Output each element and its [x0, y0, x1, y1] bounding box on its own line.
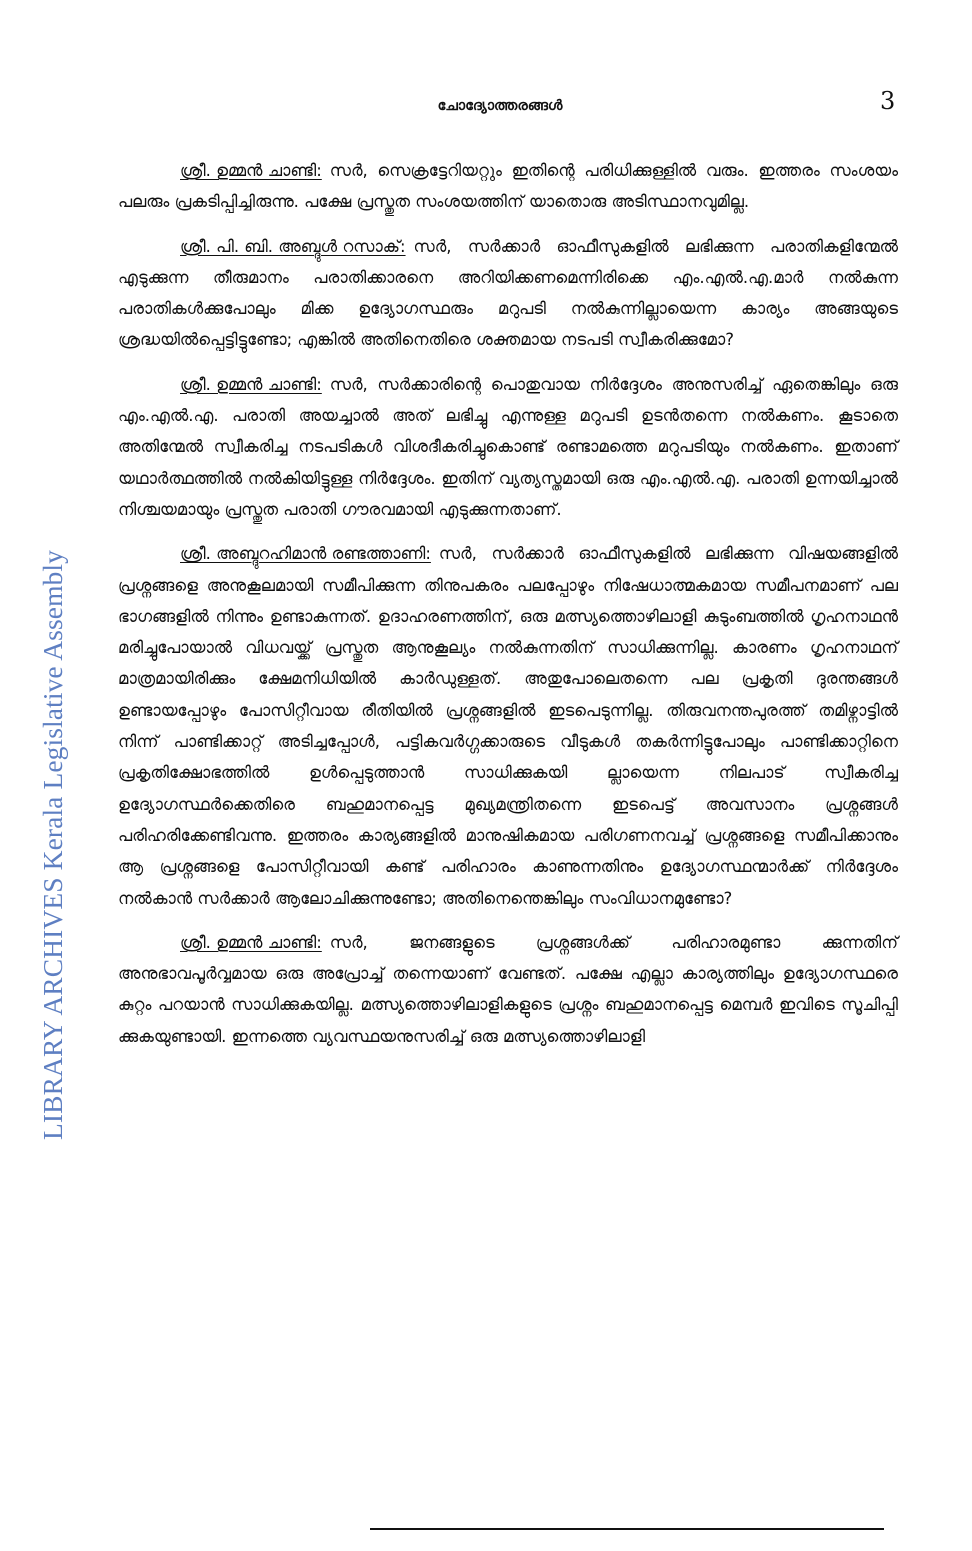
- paragraph-answer-1: [118, 155, 898, 218]
- speaker-name: ശ്രീ. ഉമ്മൻ ചാണ്ടി:: [180, 932, 322, 952]
- speaker-name: ശ്രീ. ഉമ്മൻ ചാണ്ടി:: [180, 161, 322, 180]
- speaker-name: ശ്രീ. അബ്ദുറഹിമാൻ രണ്ടത്താണി:: [180, 544, 431, 564]
- paragraph-text: സർ, ജനങ്ങളുടെ പ്രശ്നങ്ങൾക്ക് പരിഹാരമുണ്ടാ ക്കുന്നതിന് അനുഭാവപൂർവ്വമായ ഒരു അപ്രോച്ച് തന്നെയാണ് വേണ്ടത്. പക്ഷേ എല്ലാ കാര്യത്തിലും ഉദ്യോഗസ്ഥരെ കുറ്റം പറയാൻ സാധിക്കുകയില്ല. മത്സ്യത്തൊഴിലാളികളുടെ പ്രശ്നം ബഹുമാനപ്പെട്ട മെമ്പർ ഇവിടെ സൂചിപ്പി ക്കുകയുണ്ടായി. ഇന്നത്തെ വ്യവസ്ഥയനുസരിച്ച് ഒരു മത്സ്യത്തൊഴിലാളി: [118, 932, 898, 1046]
- paragraph-text: സർ, സെക്രട്ടേറിയറ്റും ഇതിന്റെ പരിധിക്കുള്ളിൽ വരും. ഇത്തരം സംശയം പലരും പ്രകടിപ്പിച്ചിരുന്നു. പക്ഷേ പ്രസ്തുത സംശയത്തിന് യാതൊരു അടിസ്ഥാനവുമില്ല.: [118, 161, 898, 212]
- paragraph-text: സർ, സർക്കാർ ഓഫീസുകളിൽ ലഭിക്കുന്ന വിഷയങ്ങളിൽ പ്രശ്നങ്ങളെ അനുകൂലമായി സമീപിക്കുന്ന തിനുപകരം പലപ്പോഴും നിഷേധാത്മകമായ സമീപനമാണ് പല ഭാഗങ്ങളിൽ നിന്നും ഉണ്ടാകുന്നത്. ഉദാഹരണത്തിന്, ഒരു മത്സ്യത്തൊഴിലാളി കുടുംബത്തിൽ ഗൃഹനാഥൻ മരിച്ചുപോയാൽ വിധവയ്ക്ക് പ്രസ്തുത ആനുകൂല്യം നൽകുന്നതിന് സാധിക്കുന്നില്ല. കാരണം ഗൃഹനാഥന് മാത്രമായിരിക്കും ക്ഷേമനിധിയിൽ കാർഡുള്ളത്. അതുപോലെതന്നെ പല പ്രകൃതി ദുരന്തങ്ങൾ ഉണ്ടായപ്പോഴും പോസിറ്റീവായ രീതിയിൽ പ്രശ്നങ്ങളിൽ ഇടപെടുന്നില്ല. തിരുവനന്തപുരത്ത് തമിഴ്നാട്ടിൽ നിന്ന് പാണ്ടിക്കാറ്റ് അടിച്ചപ്പോൾ, പട്ടികവർഗ്ഗക്കാരുടെ വീടുകൾ തകർന്നിട്ടുപോലും പാണ്ടിക്കാറ്റിനെ പ്രകൃതിക്ഷോഭത്തിൽ ഉൾപ്പെടുത്താൻ സാധിക്കുകയി ല്ലായെന്ന നിലപാട് സ്വീകരിച്ച ഉദ്യോഗസ്ഥർക്കെതിരെ ബഹുമാനപ്പെട്ട മുഖ്യമന്ത്രിതന്നെ ഇടപെട്ട് അവസാനം പ്രശ്നങ്ങൾ പരിഹരിക്കേണ്ടിവന്നു. ഇത്തരം കാര്യങ്ങളിൽ മാനുഷികമായ പരിഗണനവച്ച് പ്രശ്നങ്ങളെ സമീപിക്കാനും ആ പ്രശ്നങ്ങളെ പോസിറ്റീവായി കണ്ട് പരിഹാരം കാണുന്നതിനും ഉദ്യോഗസ്ഥന്മാർക്ക് നിർദ്ദേശം നൽകാൻ സർക്കാർ ആലോചിക്കുന്നുണ്ടോ; അതിനെന്തെങ്കിലും സംവിധാനമുണ്ടോ?: [118, 544, 898, 908]
- speaker-name: ശ്രീ. പി. ബി. അബ്ദുൾ റസാക്:: [180, 236, 406, 256]
- header-title: ചോദ്യോത്തരങ്ങൾ: [437, 98, 563, 114]
- paragraph-question-2: [118, 538, 898, 914]
- running-header: [0, 87, 972, 118]
- paragraph-answer-3: [118, 927, 898, 1052]
- qa-body: [118, 155, 898, 1065]
- paragraph-text: സർ, സർക്കാർ ഓഫീസുകളിൽ ലഭിക്കുന്ന പരാതികളിന്മേൽ എടുക്കുന്ന തീരുമാനം പരാതിക്കാരനെ അറിയിക്കണമെന്നിരിക്കെ എം.എൽ.എ.മാർ നൽകുന്ന പരാതികൾക്കുപോലും മിക്ക ഉദ്യോഗസ്ഥരും മറുപടി നൽകുന്നില്ലായെന്ന കാര്യം അങ്ങയുടെ ശ്രദ്ധയിൽപ്പെട്ടിട്ടുണ്ടോ; എങ്കിൽ അതിനെതിരെ ശക്തമായ നടപടി സ്വീകരിക്കുമോ?: [118, 236, 898, 350]
- page-number: 3: [880, 87, 896, 115]
- paragraph-answer-2: [118, 369, 898, 525]
- speaker-name: ശ്രീ. ഉമ്മൻ ചാണ്ടി:: [180, 374, 322, 394]
- archive-watermark: LIBRARY ARCHIVES Kerala Legislative Assembly: [37, 550, 68, 1140]
- paragraph-text: സർ, സർക്കാരിന്റെ പൊതുവായ നിർദ്ദേശം അനുസരിച്ച് ഏതെങ്കിലും ഒരു എം.എൽ.എ. പരാതി അയച്ചാൽ അത് ലഭിച്ചു എന്നുള്ള മറുപടി ഉടൻതന്നെ നൽകണം. കൂടാതെ അതിന്മേൽ സ്വീകരിച്ച നടപടികൾ വിശദീകരിച്ചുകൊണ്ട് രണ്ടാമത്തെ മറുപടിയും നൽകണം. ഇതാണ് യഥാർത്ഥത്തിൽ നൽകിയിട്ടുള്ള നിർദ്ദേശം. ഇതിന് വ്യത്യസ്തമായി ഒരു എം.എൽ.എ. പരാതി ഉന്നയിച്ചാൽ നിശ്ചയമായും പ്രസ്തുത പരാതി ഗൗരവമായി എടുക്കുന്നതാണ്.: [118, 374, 898, 519]
- paragraph-question-1: [118, 231, 898, 356]
- footer-rule: [370, 1528, 884, 1530]
